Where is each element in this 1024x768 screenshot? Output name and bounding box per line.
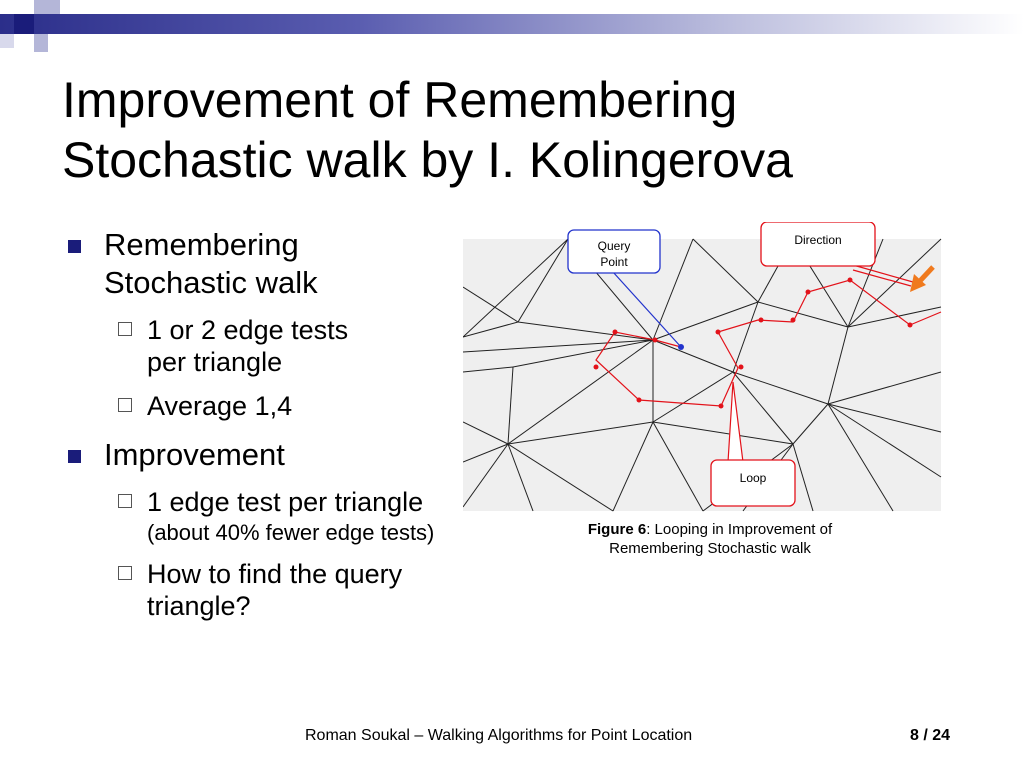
sub-bullet-average [62, 390, 532, 422]
bullet-text: Remembering [104, 227, 299, 262]
sub-bullet-text: triangle? [147, 591, 251, 621]
sub-bullet-one-edge [62, 486, 532, 548]
sub-bullet-edge-tests [62, 314, 532, 378]
header-square-light [34, 0, 60, 14]
title-line-2: Stochastic walk by I. Kolingerova [62, 132, 793, 188]
header-square-light-3 [0, 34, 14, 48]
bullet-improvement [62, 436, 532, 474]
slide-title [62, 70, 962, 190]
query-callout-line2: Point [600, 255, 628, 269]
square-bullet-icon [68, 240, 81, 253]
page-number: 8 / 24 [910, 727, 951, 744]
loop-callout-text: Loop [739, 471, 767, 485]
sub-bullet-text: 1 or 2 edge tests [147, 315, 349, 345]
hollow-square-bullet-icon [118, 494, 132, 508]
footer-text: Roman Soukal – Walking Algorithms for Point Location [305, 727, 693, 744]
bullet-remembering [62, 226, 532, 302]
triangulation-figure [463, 222, 943, 512]
hollow-square-bullet-icon [118, 398, 132, 412]
header-square-light-2 [34, 34, 48, 52]
hollow-square-bullet-icon [118, 322, 132, 336]
figure-caption [540, 520, 880, 558]
sub-bullet-text: per triangle [147, 347, 283, 377]
caption-text: : Looping in Improvement of [646, 521, 833, 538]
hollow-square-bullet-icon [118, 566, 132, 580]
caption-text-line2: Remembering Stochastic walk [609, 540, 811, 557]
caption-label: Figure 6 [587, 521, 647, 538]
direction-callout-text: Direction [794, 233, 842, 247]
sub-bullet-text: 1 edge test per triangle [147, 487, 424, 517]
triangulation-svg [463, 222, 943, 512]
square-bullet-icon [68, 450, 81, 463]
bullet-text: Improvement [104, 437, 285, 472]
bullet-text: Stochastic walk [104, 265, 318, 300]
sub-bullet-note: (about 40% fewer edge tests) [147, 520, 435, 545]
bullet-list [62, 226, 532, 622]
header-gradient-bar [0, 14, 1024, 34]
sub-bullet-text: How to find the query [147, 559, 403, 589]
title-line-1: Improvement of Remembering [62, 72, 738, 128]
sub-bullet-query-triangle [62, 558, 532, 622]
sub-bullet-text: Average 1,4 [147, 391, 293, 421]
figure-background [463, 239, 941, 511]
header-square-dark [14, 14, 34, 34]
query-callout-line1: Query [597, 239, 631, 253]
